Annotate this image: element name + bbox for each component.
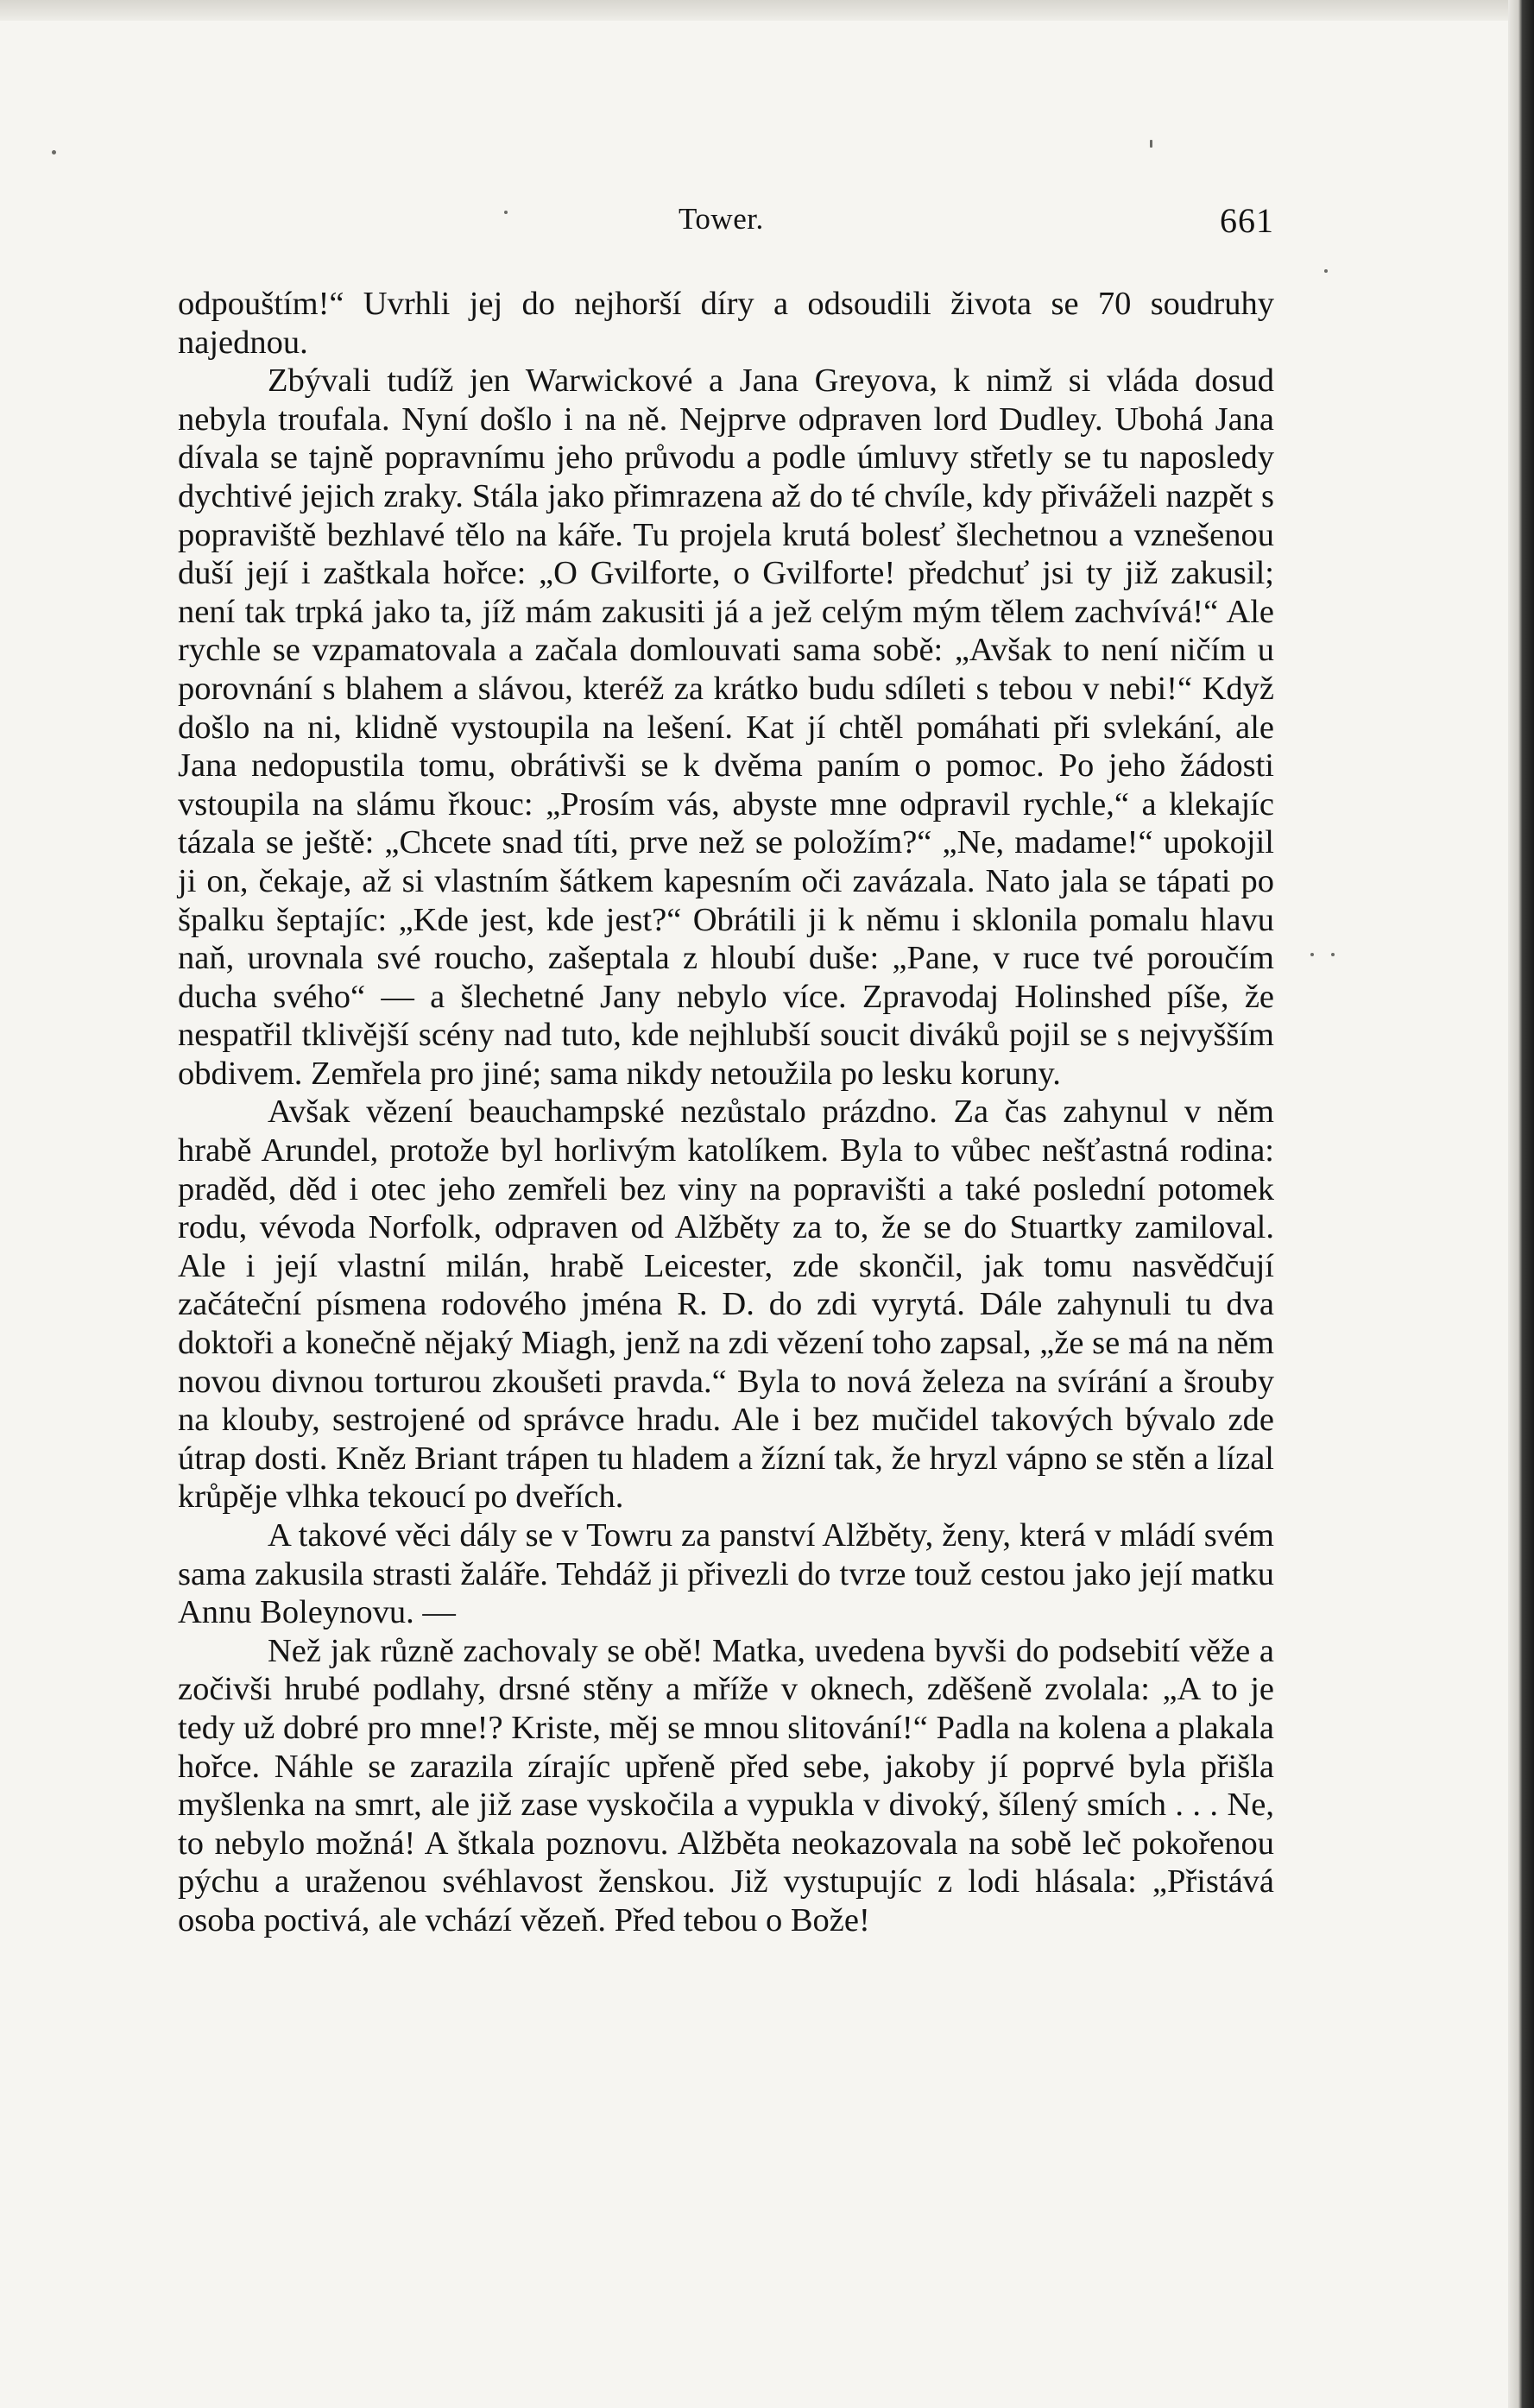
page-number: 661 — [1220, 201, 1274, 240]
scan-speck — [52, 150, 56, 154]
paragraph: Avšak vězení beauchampské nezůstalo prázdno. Za čas zahynul v něm hrabě Arundel, protože byl horlivým katolíkem. Byla to vůbec nešťastná rodina: praděd, děd i otec jeho zemřeli bez viny na popravišti a také poslední potomek rodu, vévoda Norfolk, odpraven od Alžběty za to, že se do Stuartky zamiloval. Ale i její vlastní milán, hrabě Leicester, zde skončil, jak tomu nasvědčují začáteční písmena rodového jména R. D. do zdi vyrytá. Dále zahynuli tu dva doktoři a konečně nějaký Miagh, jenž na zdi vězení toho zapsal, „že se má na něm novou divnou torturou zkoušeti pravda.“ Byla to nová železa na svírání a šrouby na klouby, sestrojené od správce hradu. Ale i bez mučidel takových bývalo zde útrap dosti. Kněz Briant trápen tu hladem a žízní tak, že hryzl vápno se stěn a lízal krůpěje vlhka tekoucí po dveřích. — [178, 1094, 1274, 1516]
scan-speck — [1331, 953, 1335, 956]
running-title: Tower. — [679, 202, 764, 236]
paragraph: A takové věci dály se v Towru za panství Alžběty, ženy, která v mládí svém sama zakusila strasti žaláře. Tehdáž ji přivezli do tvrze touž cestou jako její matku Annu Boleynovu. — — [178, 1517, 1274, 1631]
paragraph: odpouštím!“ Uvrhli jej do nejhorší díry a odsoudili života se 70 soudruhy najednou. — [178, 286, 1274, 361]
scan-speck — [1310, 953, 1314, 956]
scan-right-edge — [1508, 0, 1534, 2408]
scan-top-edge — [0, 0, 1534, 21]
body-text — [178, 285, 1274, 1940]
page-header — [178, 200, 1274, 252]
scan-speck — [1324, 269, 1328, 273]
paragraph: Zbývali tudíž jen Warwickové a Jana Greyova, k nimž si vláda dosud nebyla troufala. Nyní došlo i na ně. Nejprve odpraven lord Dudley. Ubohá Jana dívala se tajně popravnímu jeho průvodu a podle úmluvy střetly se tu naposledy dychtivé jejich zraky. Stála jako přimrazena až do té chvíle, kdy přiváželi nazpět s popraviště bezhlavé tělo na káře. Tu projela krutá bolesť šlechetnou a vznešenou duší její i zaštkala hořce: „O Gvilforte, o Gvilforte! předchuť jsi ty již zakusil; není tak trpká jako ta, jíž mám zakusiti já a jež celým mým tělem zachvívá!“ Ale rychle se vzpamatovala a začala domlouvati sama sobě: „Avšak to není ničím u porovnání s blahem a slávou, kteréž za krátko budu sdíleti s tebou v nebi!“ Když došlo na ni, klidně vystoupila na lešení. Kat jí chtěl pomáhati při svlekání, ale Jana nedopustila tomu, obrátivši se k dvěma paním o pomoc. Po jeho žádosti vstoupila na slámu řkouc: „Prosím vás, abyste mne odpravil rychle,“ a klekajíc tázala se ještě: „Chcete snad títi, prve než se položím?“ „Ne, madame!“ upokojil ji on, čekaje, až si vlastním šátkem kapesním oči zavázala. Nato jala se tápati po špalku šeptajíc: „Kde jest, kde jest?“ Obrátili ji k němu i sklonila pomalu hlavu naň, urovnala své roucho, zašeptala z hloubí duše: „Pane, v ruce tvé poroučím ducha svého“ — a šlechetné Jany nebylo více. Zpravodaj Holinshed píše, že nespatřil tklivější scény nad tuto, kde nejhlubší soucit diváků pojil se s nejvyšším obdivem. Zemřela pro jiné; sama nikdy netoužila po lesku koruny. — [178, 362, 1274, 1092]
scan-speck — [1150, 140, 1152, 148]
paragraph: Než jak různě zachovaly se obě! Matka, uvedena byvši do podsebití věže a zočivši hrubé podlahy, drsné stěny a mříže v oknech, zděšeně zvolala: „A to je tedy už dobré pro mne!? Kriste, měj se mnou slitování!“ Padla na kolena a plakala hořce. Náhle se zarazila zírajíc upřeně před sebe, jakoby jí poprvé byla přišla myšlenka na smrt, ale již zase vyskočila a vypukla v divoký, šílený smích . . . Ne, to nebylo možná! A štkala poznovu. Alžběta neokazovala na sobě leč pokořenou pýchu a uraženou svéhlavost ženskou. Již vystupujíc z lodi hlásala: „Přistává osoba poctivá, ale vchází vězeň. Před tebou o Bože! — [178, 1632, 1274, 1938]
